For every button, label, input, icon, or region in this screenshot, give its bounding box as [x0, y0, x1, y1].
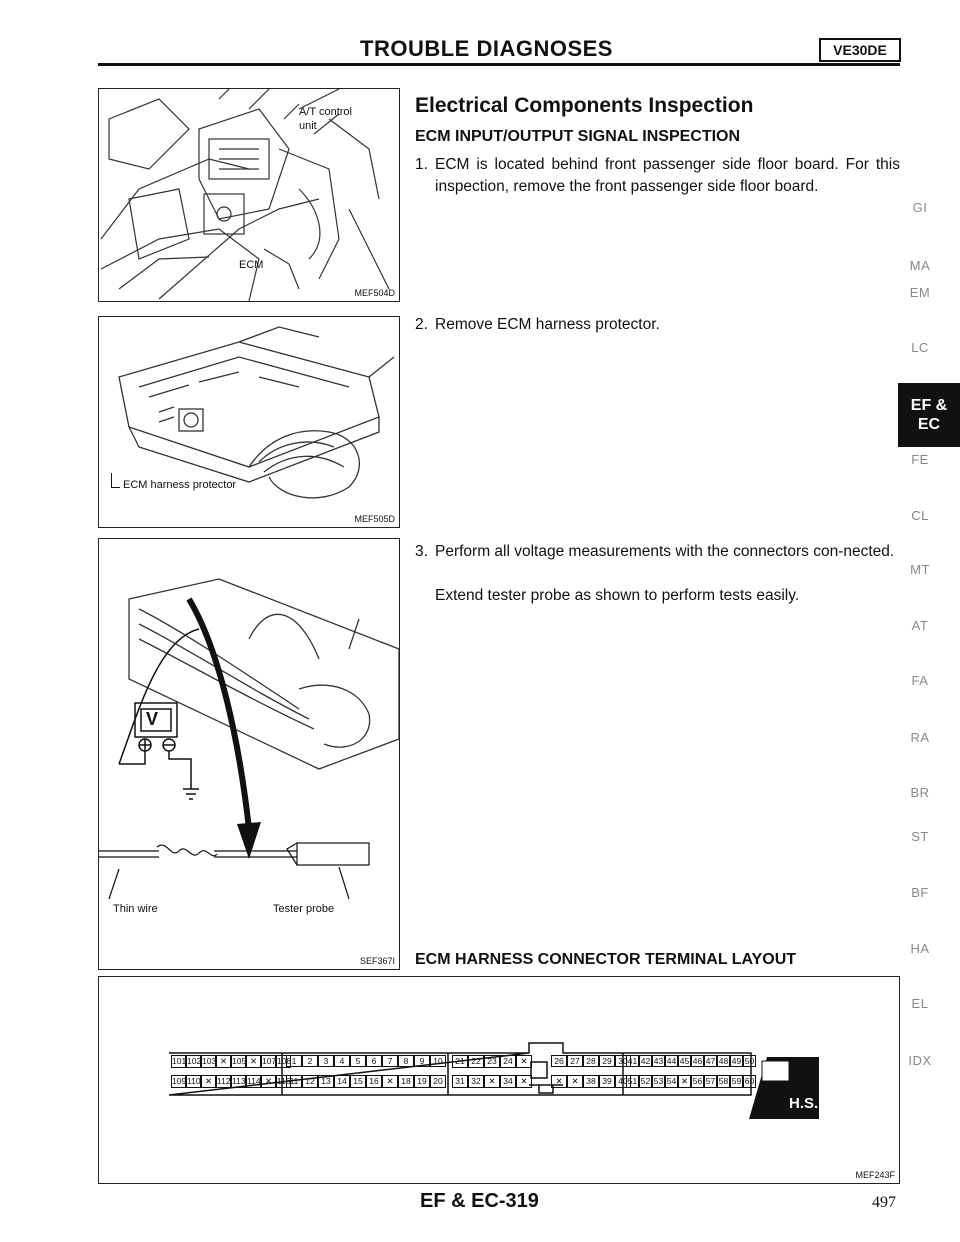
step-number: 2.	[415, 316, 428, 333]
pin-row-block3-bottom	[452, 1075, 532, 1088]
tab-fa[interactable]: FA	[911, 673, 929, 688]
pin: 20	[430, 1075, 446, 1088]
tab-ef-ec-active[interactable]: EF & EC	[898, 383, 960, 447]
pin: 23	[484, 1055, 500, 1068]
figure-harness-protector	[98, 316, 400, 528]
page-code: EF & EC-319	[420, 1190, 539, 1212]
pin: 47	[705, 1056, 716, 1066]
pin-empty: ✕	[567, 1075, 583, 1088]
pin-empty: ✕	[382, 1075, 398, 1088]
pin: 4	[334, 1055, 350, 1067]
pin: 24	[500, 1055, 516, 1068]
tab-bf[interactable]: BF	[911, 885, 929, 900]
pin-row-block3-top-right	[551, 1055, 631, 1067]
pin: 52	[640, 1076, 651, 1086]
step-2	[415, 314, 900, 338]
step-text: Perform all voltage measurements with the connectors con-nected.	[435, 543, 895, 560]
tab-ma[interactable]: MA	[909, 258, 931, 273]
tab-el[interactable]: EL	[911, 996, 929, 1011]
pin-row-block4-top	[626, 1055, 756, 1067]
pin: 51	[627, 1076, 638, 1086]
pin: 59	[731, 1076, 742, 1086]
pin: 18	[398, 1075, 414, 1088]
tab-em[interactable]: EM	[909, 285, 931, 300]
pin: 1	[286, 1055, 302, 1067]
figure-code: MEF243F	[855, 1170, 895, 1180]
tab-gi[interactable]: GI	[912, 200, 928, 215]
pin: 116	[277, 1076, 291, 1086]
pin: 45	[679, 1056, 690, 1066]
pin: 49	[731, 1056, 742, 1066]
pin: 26	[551, 1055, 567, 1067]
pin: 48	[718, 1056, 729, 1066]
pin: 41	[627, 1056, 638, 1066]
pin: 9	[414, 1055, 430, 1067]
pin-empty: ✕	[516, 1075, 532, 1088]
pin: 54	[666, 1076, 677, 1086]
pin: 102	[187, 1056, 202, 1066]
figure-tester-probe	[98, 538, 400, 970]
figure-connector-layout	[98, 976, 900, 1184]
pin: 2	[302, 1055, 318, 1067]
pin-row-block3-bottom-right	[551, 1075, 631, 1088]
pin: 27	[567, 1055, 583, 1067]
pin-empty: ✕	[216, 1055, 231, 1068]
engine-badge	[819, 38, 901, 62]
pin-empty: ✕	[551, 1075, 567, 1088]
header-rule	[98, 63, 900, 66]
pin: 38	[583, 1075, 599, 1088]
pin: 114	[247, 1076, 261, 1086]
connector-layout-title: ECM HARNESS CONNECTOR TERMINAL LAYOUT	[415, 951, 797, 968]
label-ecm: ECM	[239, 259, 264, 271]
pin: 30	[615, 1055, 631, 1067]
label-unit: unit	[299, 120, 317, 132]
pin: 110	[187, 1076, 201, 1086]
label-tester-probe: Tester probe	[273, 903, 335, 915]
pin: 8	[398, 1055, 414, 1067]
pin: 56	[692, 1076, 703, 1086]
pin-row-block2-bottom	[286, 1075, 446, 1088]
tab-lc[interactable]: LC	[911, 340, 929, 355]
pin-empty: ✕	[484, 1075, 500, 1088]
pin: 50	[744, 1056, 755, 1066]
label-ecm-harness-protector-text: ECM harness protector	[123, 479, 237, 491]
pin: 109	[172, 1076, 187, 1086]
pin: 39	[599, 1075, 615, 1088]
step-number: 3.	[415, 543, 428, 560]
label-ecm-harness-protector	[123, 479, 236, 491]
pin-row-block1-top	[171, 1055, 291, 1068]
pin: 113	[232, 1076, 246, 1086]
pin-row-block4-bottom	[626, 1075, 756, 1088]
pin: 101	[172, 1056, 187, 1066]
pin-empty: ✕	[201, 1075, 216, 1088]
page-number: 497	[872, 1194, 896, 1211]
tab-cl[interactable]: CL	[911, 508, 929, 523]
pin: 15	[350, 1075, 366, 1088]
label-thin-wire: Thin wire	[113, 903, 158, 915]
step-number: 1.	[415, 156, 428, 173]
pin-row-block1-bottom	[171, 1075, 291, 1088]
step-text-extra: Extend tester probe as shown to perform tests easily.	[435, 587, 800, 604]
pin: 6	[366, 1055, 382, 1067]
pin-empty: ✕	[516, 1055, 532, 1068]
pin: 11	[286, 1075, 302, 1088]
pin: 14	[334, 1075, 350, 1088]
pin: 5	[350, 1055, 366, 1067]
step-text: ECM is located behind front passenger side floor board. For this inspection, remove the front passenger side floor board.	[435, 156, 900, 195]
section-title: Electrical Components Inspection	[415, 94, 754, 117]
pin: 42	[640, 1056, 651, 1066]
pin-empty: ✕	[246, 1055, 261, 1068]
pin: 29	[599, 1055, 615, 1067]
pin: 43	[653, 1056, 664, 1066]
harness-protector-illustration	[99, 317, 400, 528]
pin: 40	[615, 1075, 631, 1088]
tab-ra[interactable]: RA	[910, 730, 930, 745]
pin: 60	[744, 1076, 755, 1086]
tab-ha[interactable]: HA	[910, 941, 930, 956]
pin: 107	[262, 1056, 277, 1066]
pin: 105	[232, 1056, 247, 1066]
pin: 31	[452, 1075, 468, 1088]
figure-code: SEF367I	[359, 956, 395, 966]
pin: 16	[366, 1075, 382, 1088]
label-at-control: A/T control	[299, 106, 352, 118]
pin-empty: ✕	[261, 1075, 276, 1088]
tab-at[interactable]: AT	[911, 618, 929, 633]
pin: 46	[692, 1056, 703, 1066]
pin: 32	[468, 1075, 484, 1088]
page-header-title: TROUBLE DIAGNOSES	[360, 36, 613, 61]
pin: 103	[202, 1056, 217, 1066]
tab-st[interactable]: ST	[911, 829, 929, 844]
pin: 57	[705, 1076, 716, 1086]
pin: 22	[468, 1055, 484, 1068]
meter-symbol: V	[146, 709, 159, 729]
pin-row-block3-top	[452, 1055, 532, 1068]
pin: 10	[430, 1055, 446, 1067]
pin: 13	[318, 1075, 334, 1088]
figure-code: MEF504D	[354, 288, 395, 298]
engine-badge-text: VE30DE	[833, 42, 887, 58]
harness-side-icon-label: H.S.	[789, 1095, 819, 1112]
pin-row-block2-top	[286, 1055, 446, 1067]
section-subtitle: ECM INPUT/OUTPUT SIGNAL INSPECTION	[415, 128, 741, 145]
pin: 21	[452, 1055, 468, 1068]
pin: 3	[318, 1055, 334, 1067]
pin: 108	[277, 1056, 292, 1066]
tab-br[interactable]: BR	[910, 785, 930, 800]
pin: 19	[414, 1075, 430, 1088]
pin: 28	[583, 1055, 599, 1067]
tab-fe[interactable]: FE	[911, 452, 929, 467]
step-text: Remove ECM harness protector.	[435, 316, 660, 333]
pin-empty: ✕	[678, 1075, 691, 1088]
tab-mt[interactable]: MT	[910, 562, 930, 577]
tab-idx[interactable]: IDX	[908, 1053, 932, 1068]
pin: 44	[666, 1056, 677, 1066]
pin: 112	[217, 1076, 231, 1086]
pin: 53	[653, 1076, 664, 1086]
step-1	[415, 154, 900, 224]
step-3	[415, 541, 900, 611]
pin: 7	[382, 1055, 398, 1067]
pin: 12	[302, 1075, 318, 1088]
figure-code: MEF505D	[354, 514, 395, 524]
pin: 34	[500, 1075, 516, 1088]
pin: 58	[718, 1076, 729, 1086]
figure-ecm-location	[98, 88, 400, 302]
